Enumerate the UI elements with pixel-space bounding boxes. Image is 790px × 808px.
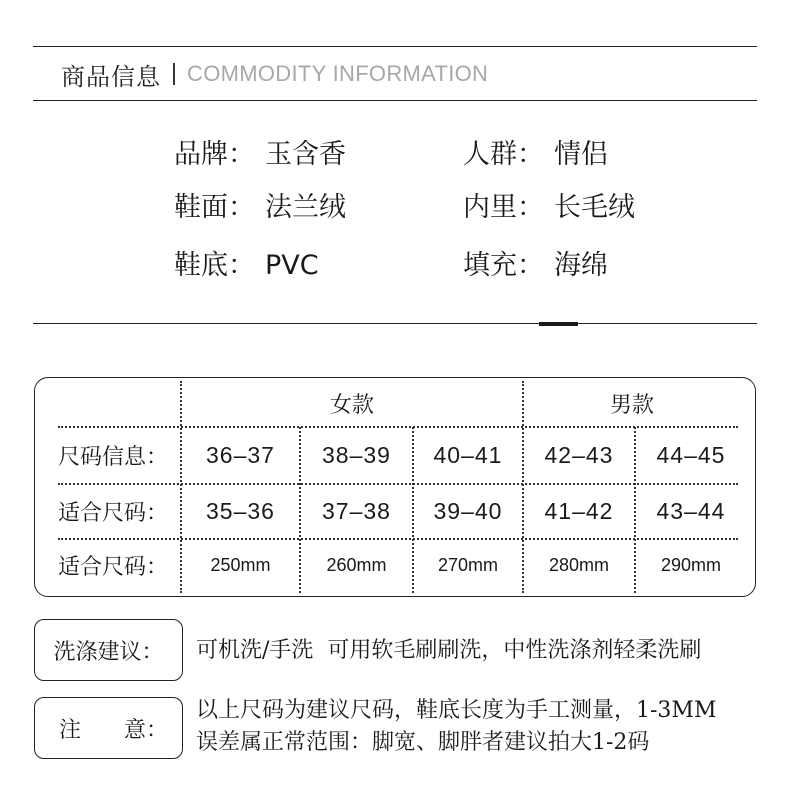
table-cell: 36–37 — [206, 442, 275, 468]
notice-label-right: 意： — [123, 717, 168, 743]
table-cell: 42–43 — [544, 442, 614, 468]
table-cell: 40–41 — [433, 442, 503, 468]
top-divider — [33, 46, 757, 47]
table-cell: 280mm — [548, 554, 610, 575]
washing-label: 洗涤建议： — [53, 639, 164, 665]
title-separator — [173, 63, 175, 85]
property-key: 填充： — [463, 250, 544, 281]
notice-text-line2: 误差属正常范围：脚宽、脚胖者建议拍大1-2码 — [196, 730, 650, 755]
property-brand — [174, 138, 346, 172]
row-label: 尺码信息： — [58, 445, 169, 470]
notice-text-line1: 以上尺码为建议尺码，鞋底长度为手工测量，1-3MM — [196, 698, 717, 723]
washing-text: 可机洗/手洗 可用软毛刷刷洗，中性洗涤剂轻柔洗刷 — [196, 638, 702, 663]
table-cell: 39–40 — [433, 498, 503, 524]
table-cell: 38–39 — [322, 442, 391, 468]
property-key: 人群： — [463, 139, 544, 170]
row-label: 适合尺码： — [58, 554, 169, 580]
row-label: 适合尺码： — [58, 501, 169, 526]
table-cell: 260mm — [326, 554, 387, 575]
section-title-cn: 商品信息 — [61, 62, 161, 91]
section-header — [61, 56, 488, 92]
property-key: 鞋面： — [174, 192, 255, 223]
property-upper — [174, 191, 346, 225]
group-header-men: 男款 — [609, 393, 654, 418]
property-value: 海绵 — [554, 250, 608, 281]
table-cell: 290mm — [660, 554, 722, 575]
table-cell: 41–42 — [544, 498, 614, 524]
group-header-women: 女款 — [329, 393, 374, 418]
property-lining — [463, 191, 635, 225]
table-cell: 270mm — [437, 554, 499, 575]
divider-accent — [539, 322, 578, 326]
properties-bottom-divider — [33, 323, 757, 324]
property-key: 内里： — [463, 192, 544, 223]
property-value: 法兰绒 — [265, 192, 346, 223]
table-cell: 35–36 — [206, 498, 275, 524]
property-value: 情侣 — [554, 139, 608, 170]
property-audience — [463, 138, 608, 172]
washing-label-box — [34, 619, 183, 681]
section-title-en: COMMODITY INFORMATION — [187, 61, 489, 86]
property-key: 鞋底： — [174, 250, 255, 281]
table-cell: 37–38 — [322, 498, 391, 524]
table-cell: 44–45 — [656, 442, 726, 468]
property-value: PVC — [265, 250, 319, 281]
property-value: 玉含香 — [265, 139, 346, 170]
property-value: 长毛绒 — [554, 192, 635, 223]
table-cell: 43–44 — [656, 498, 726, 524]
property-filling — [463, 249, 608, 283]
property-key: 品牌： — [174, 139, 255, 170]
property-sole — [174, 249, 319, 283]
notice-label-box — [34, 697, 183, 759]
header-bottom-divider — [33, 100, 757, 101]
notice-label-left: 注 — [59, 717, 82, 743]
table-cell: 250mm — [210, 554, 271, 575]
